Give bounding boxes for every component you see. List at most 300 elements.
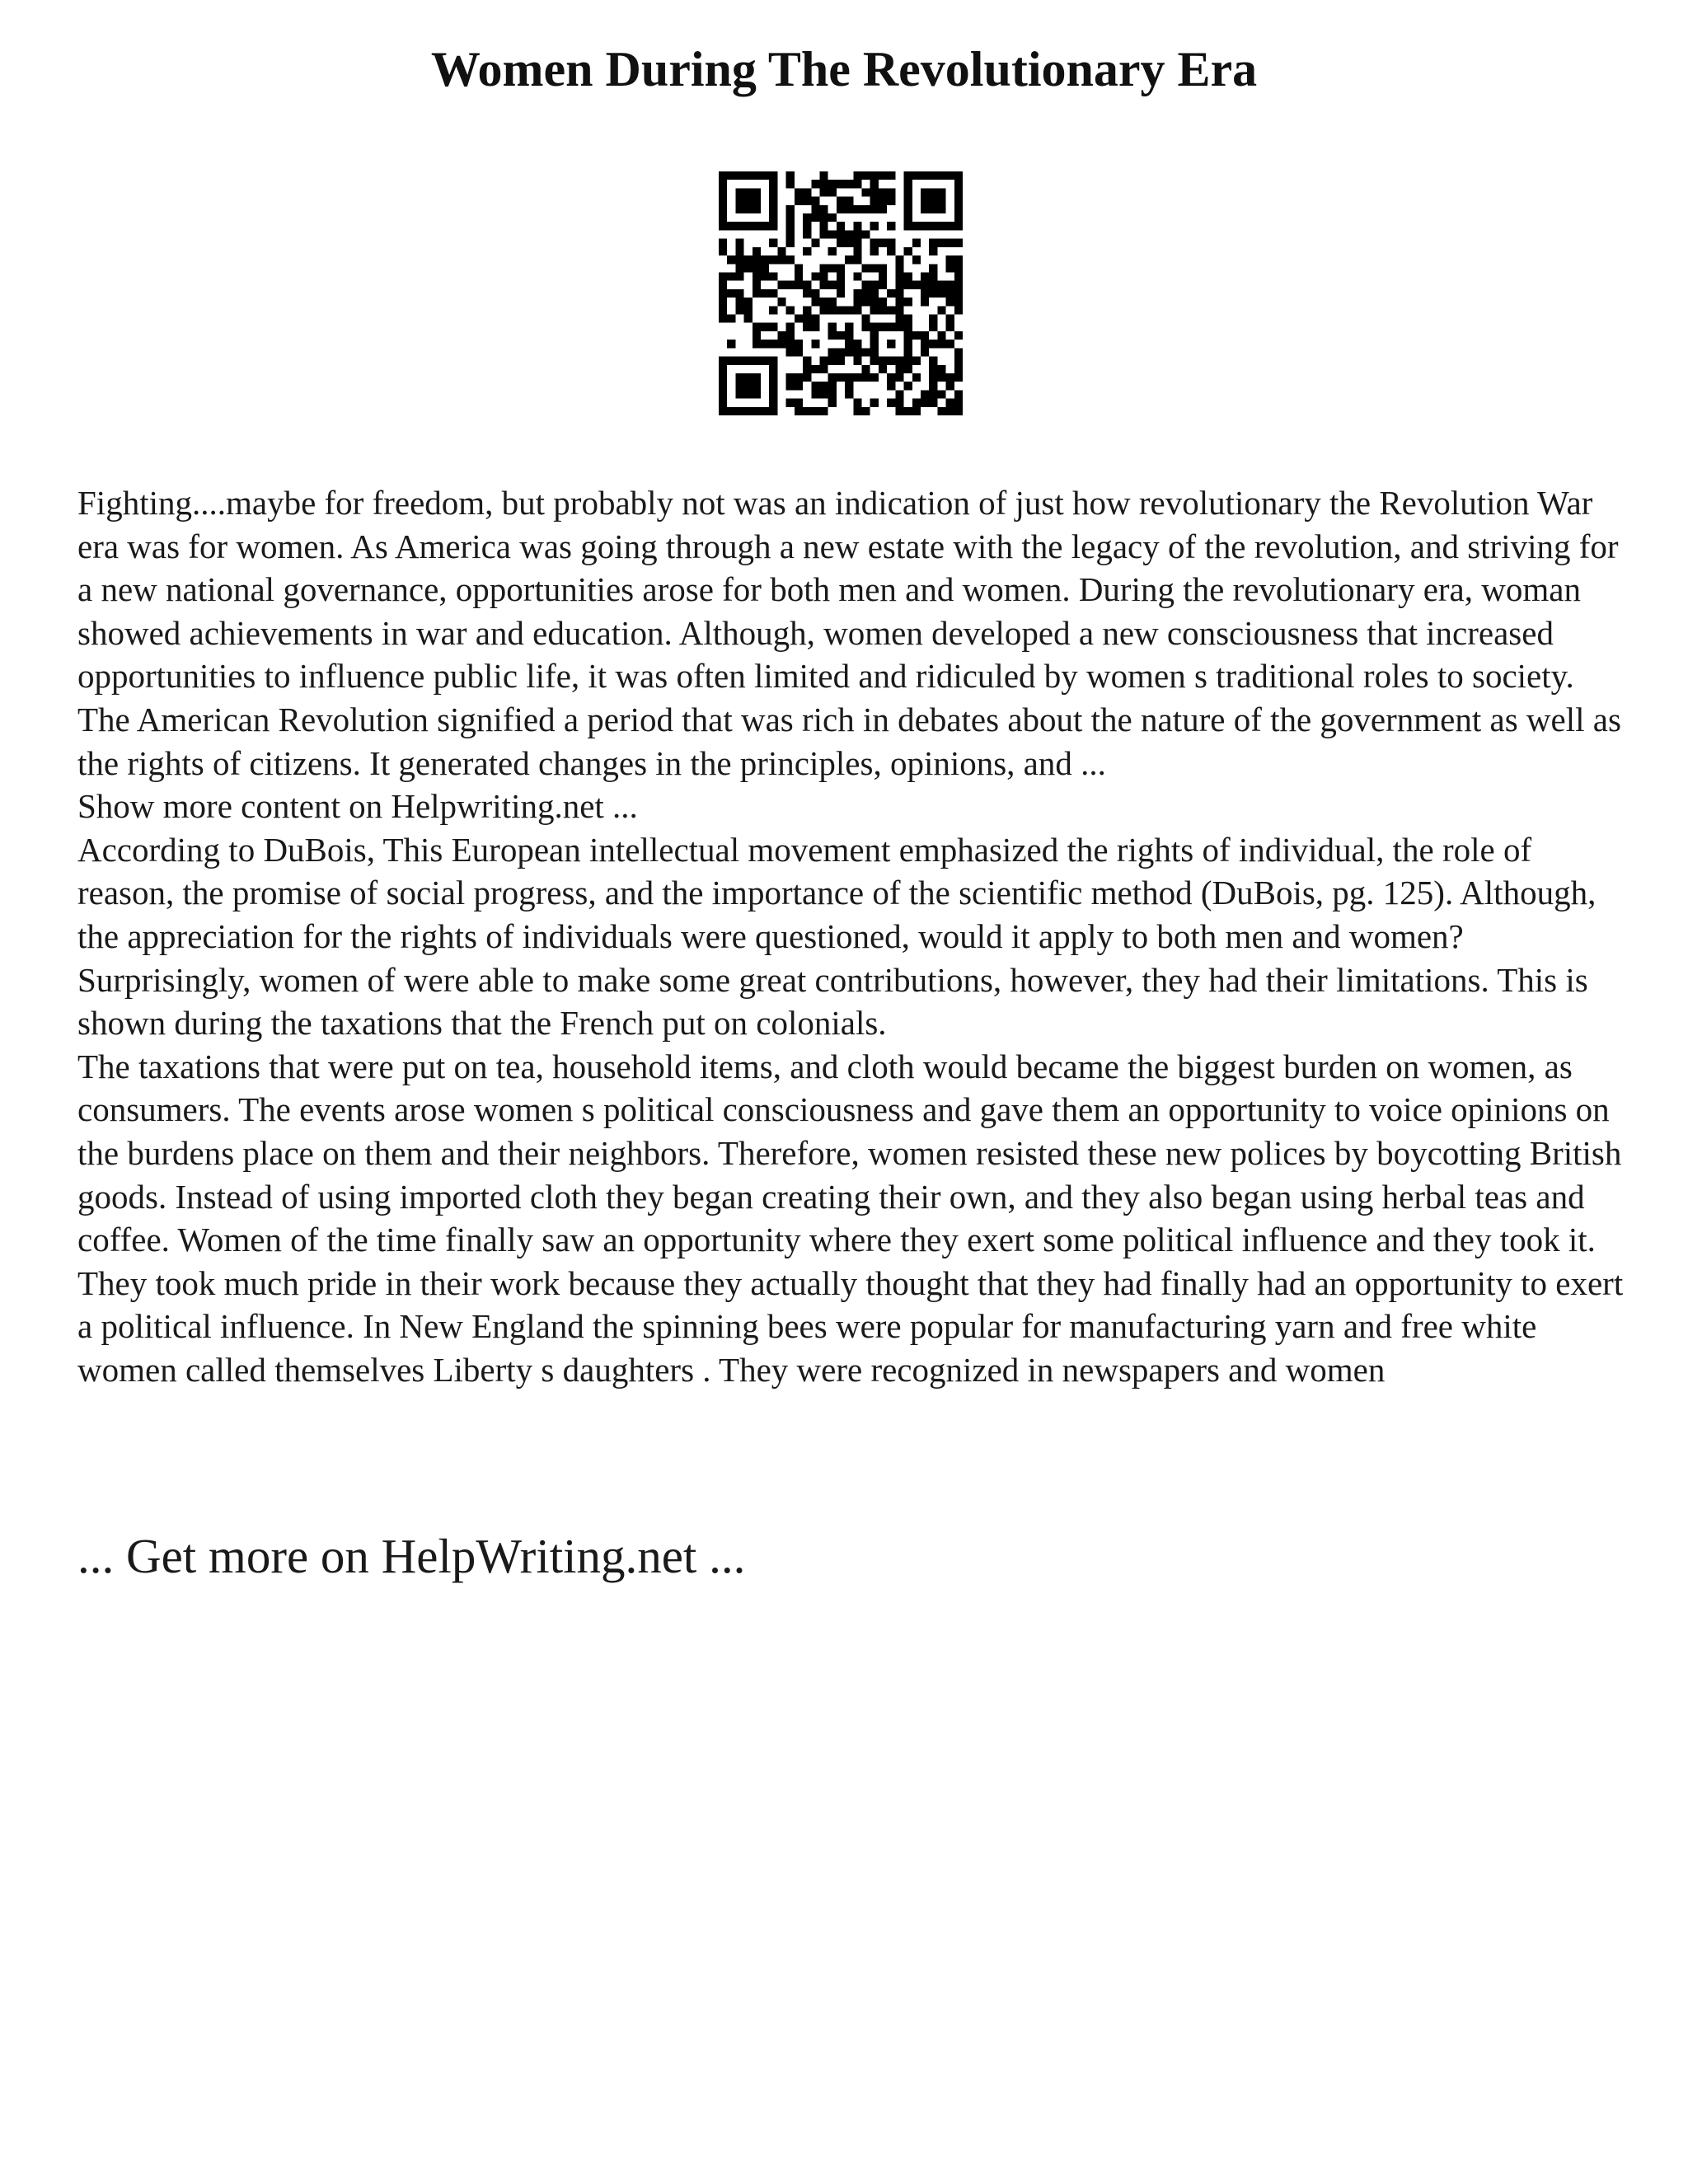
qr-module [870,247,879,255]
qr-module [879,365,887,373]
qr-module [862,289,870,298]
qr-module [912,331,921,340]
qr-module [887,382,895,390]
qr-module [845,348,853,356]
qr-module [929,247,937,255]
qr-module [895,255,903,264]
qr-module [946,298,954,306]
qr-module [803,357,811,365]
qr-code-graphic [719,171,963,415]
qr-module [921,348,929,356]
qr-module [904,382,912,390]
qr-module [853,407,861,415]
qr-module [719,306,727,314]
qr-module [837,357,845,365]
qr-module [912,399,921,407]
qr-module [895,264,903,272]
qr-module [837,230,845,238]
qr-module [870,399,879,407]
qr-module [937,289,945,298]
qr-module [828,298,837,306]
qr-module [777,298,785,306]
qr-module [862,298,870,306]
qr-module [761,272,769,280]
qr-module [753,373,761,382]
qr-module [837,289,845,298]
qr-module [954,213,963,222]
qr-module [853,357,861,365]
qr-module [795,315,803,323]
qr-module [769,323,777,331]
qr-module [862,373,870,382]
qr-module [719,315,727,323]
qr-module [895,390,903,398]
qr-module [761,340,769,348]
qr-module [845,239,853,247]
qr-module [744,188,753,196]
qr-module [870,348,879,356]
qr-module [735,272,743,280]
qr-module [937,171,945,180]
qr-module [819,365,828,373]
qr-module [853,180,861,188]
qr-module [862,407,870,415]
qr-module [954,348,963,356]
qr-module [929,399,937,407]
qr-module [719,365,727,373]
qr-module [753,205,761,213]
qr-module [769,390,777,398]
qr-module [761,407,769,415]
qr-module [803,188,811,196]
qr-module [929,390,937,398]
qr-module [735,407,743,415]
qr-module [921,197,929,205]
show-more-link[interactable]: Show more content on Helpwriting.net ... [77,787,638,826]
qr-module [853,205,861,213]
qr-module [828,306,837,314]
qr-module [753,390,761,398]
qr-module [904,357,912,365]
qr-module [870,205,879,213]
qr-module [921,188,929,196]
qr-module [862,264,870,272]
qr-module [887,188,895,196]
qr-module [786,373,795,382]
qr-module [937,407,945,415]
qr-module [786,281,795,289]
qr-module [929,222,937,230]
qr-module [719,298,727,306]
qr-module [904,197,912,205]
qr-module [870,180,879,188]
qr-module [929,323,937,331]
qr-module [753,407,761,415]
qr-module [828,323,837,331]
qr-module [719,399,727,407]
qr-module [937,222,945,230]
qr-module [803,281,811,289]
qr-module [912,407,921,415]
qr-module [895,272,903,280]
qr-module [761,264,769,272]
qr-module [811,323,819,331]
qr-module [887,357,895,365]
qr-module [769,365,777,373]
qr-module [837,222,845,230]
qr-module [862,365,870,373]
qr-module [719,390,727,398]
qr-module [954,239,963,247]
qr-module [753,255,761,264]
qr-module [946,264,954,272]
qr-module [912,222,921,230]
qr-module [786,340,795,348]
qr-module [761,323,769,331]
qr-module [879,171,887,180]
qr-module [828,382,837,390]
qr-module [786,348,795,356]
qr-module [719,281,727,289]
qr-module [921,205,929,213]
qr-module [904,340,912,348]
qr-module [937,306,945,314]
qr-module [853,239,861,247]
qr-module [879,306,887,314]
qr-module [946,382,954,390]
qr-module [853,222,861,230]
qr-module [845,230,853,238]
qr-module [904,188,912,196]
qr-module [719,197,727,205]
qr-module [803,407,811,415]
qr-module [727,171,735,180]
qr-module [954,365,963,373]
qr-module [937,188,945,196]
qr-module [937,205,945,213]
qr-module [735,255,743,264]
qr-module [954,272,963,280]
qr-module [769,289,777,298]
qr-module [946,315,954,323]
qr-module [735,264,743,272]
qr-module [870,298,879,306]
qr-module [769,382,777,390]
qr-module [786,180,795,188]
qr-module [769,180,777,188]
qr-module [921,390,929,398]
qr-module [946,407,954,415]
qr-module [744,390,753,398]
qr-module [845,255,853,264]
qr-module [870,188,879,196]
qr-module [786,213,795,222]
qr-module [837,348,845,356]
paragraph-dubois: According to DuBois, This European intellectual movement emphasized the rights of individual, the role of reason, the promise of social progress, and the importance of the scientific method (DuBois, pg. 125). Although, the appreciation for the rights of individuals were questioned, would it apply to both men and women? Surprisingly, women of were able to make some great contributions, however, they had their limitations. This is shown during the taxations that the French put on colonials. [77,830,1597,1043]
qr-module [769,272,777,280]
qr-module [803,213,811,222]
qr-module [769,205,777,213]
qr-module [904,315,912,323]
qr-module [727,407,735,415]
qr-module [837,373,845,382]
qr-module [753,281,761,289]
qr-module [853,373,861,382]
qr-module [819,264,828,272]
qr-module [887,247,895,255]
qr-module [795,348,803,356]
qr-module [803,222,811,230]
qr-module [744,264,753,272]
qr-module [753,289,761,298]
qr-module [819,222,828,230]
qr-module [744,382,753,390]
qr-module [929,205,937,213]
qr-module [819,188,828,196]
qr-module [744,407,753,415]
qr-module [803,373,811,382]
qr-module [786,399,795,407]
qr-module [735,205,743,213]
qr-module [870,373,879,382]
qr-module [946,281,954,289]
document-title: Women During The Revolutionary Era [430,42,1258,96]
qr-module [904,298,912,306]
qr-module [845,197,853,205]
qr-module [786,222,795,230]
qr-module [937,281,945,289]
qr-module [819,213,828,222]
qr-module [803,230,811,238]
qr-module [753,382,761,390]
qr-module [853,340,861,348]
qr-module [937,239,945,247]
qr-module [904,365,912,373]
qr-module [946,323,954,331]
qr-module [735,188,743,196]
qr-module [887,197,895,205]
qr-module [786,331,795,340]
qr-module [895,306,903,314]
qr-module [929,188,937,196]
qr-module [870,239,879,247]
qr-module [887,289,895,298]
qr-module [870,340,879,348]
qr-module [777,281,785,289]
qr-module [828,399,837,407]
qr-module [853,171,861,180]
qr-module [904,331,912,340]
qr-module [862,281,870,289]
qr-module [819,382,828,390]
qr-module [870,264,879,272]
qr-module [887,399,895,407]
qr-module [803,247,811,255]
qr-module [828,331,837,340]
qr-module [753,340,761,348]
qr-module [786,171,795,180]
qr-module [895,315,903,323]
qr-module [929,239,937,247]
qr-module [735,239,743,247]
qr-module [744,171,753,180]
qr-module [769,222,777,230]
qr-module [895,407,903,415]
qr-module [795,188,803,196]
qr-module [811,382,819,390]
qr-module [904,281,912,289]
qr-module [837,180,845,188]
qr-module [946,255,954,264]
qr-module [937,197,945,205]
qr-module [887,340,895,348]
qr-module [879,272,887,280]
qr-module [929,197,937,205]
qr-module [870,357,879,365]
qr-module [719,272,727,280]
qr-module [828,180,837,188]
qr-module [769,239,777,247]
qr-module [753,222,761,230]
qr-module [904,180,912,188]
qr-module [929,365,937,373]
qr-module [845,323,853,331]
qr-module [719,373,727,382]
qr-module [837,281,845,289]
qr-module [828,213,837,222]
qr-module [853,230,861,238]
qr-module [819,180,828,188]
qr-module [845,205,853,213]
qr-module [777,331,785,340]
qr-module [811,205,819,213]
qr-module [837,331,845,340]
qr-module [929,382,937,390]
qr-module [904,205,912,213]
qr-module [811,298,819,306]
qr-module [929,373,937,382]
qr-module [811,407,819,415]
qr-module [954,264,963,272]
qr-module [862,188,870,196]
qr-module [735,382,743,390]
qr-module [828,230,837,238]
paragraph-taxations: The taxations that were put on tea, household items, and cloth would became the biggest burden on women, as consumers. The events arose women s political consciousness and gave them an opportunity to voice opinions on the burdens place on them and their neighbors. Therefore, women resisted these new polices by boycotting British goods. Instead of using imported cloth they began creating their own, and they also began using herbal teas and coffee. Women of the time finally saw an opportunity where they exert some political influence and they took it. They took much pride in their work because they actually thought that they had finally had an opportunity to exert a political influence. In New England the spinning bees were popular for manufacturing yarn and free white women called themselves Liberty s daughters . They were recognized in newspapers and women [77,1047,1624,1389]
qr-module [744,205,753,213]
qr-module [912,357,921,365]
qr-module [795,399,803,407]
qr-module [803,315,811,323]
qr-module [946,171,954,180]
qr-module [795,407,803,415]
qr-module [803,197,811,205]
qr-module [828,188,837,196]
qr-module [735,222,743,230]
qr-module [870,289,879,298]
qr-module [904,247,912,255]
qr-module [727,315,735,323]
qr-module [819,272,828,280]
get-more-link[interactable]: ... Get more on HelpWriting.net ... [77,1529,746,1583]
qr-module [811,272,819,280]
qr-module [853,289,861,298]
qr-module [769,407,777,415]
qr-module [803,323,811,331]
qr-module [811,315,819,323]
qr-module [929,264,937,272]
qr-module [954,222,963,230]
qr-module [895,365,903,373]
qr-module [946,373,954,382]
qr-module [870,323,879,331]
qr-module [870,331,879,340]
qr-module [744,315,753,323]
qr-module [735,247,743,255]
qr-module [786,239,795,247]
qr-module [954,306,963,314]
qr-module [921,222,929,230]
qr-module [719,239,727,247]
qr-module [769,188,777,196]
qr-module [946,239,954,247]
qr-module [946,289,954,298]
qr-module [862,171,870,180]
qr-module [853,399,861,407]
qr-module [727,289,735,298]
qr-module [837,205,845,213]
qr-module [879,264,887,272]
qr-module [819,230,828,238]
qr-module [870,222,879,230]
qr-module [954,255,963,264]
qr-module [753,272,761,280]
qr-module [954,205,963,213]
qr-module [837,264,845,272]
qr-module [811,180,819,188]
qr-module [895,323,903,331]
qr-module [853,298,861,306]
qr-module [727,272,735,280]
qr-module [937,390,945,398]
qr-module [862,348,870,356]
qr-module [895,357,903,365]
qr-module [921,281,929,289]
qr-module [761,357,769,365]
qr-module [862,315,870,323]
qr-module [828,390,837,398]
qr-module [954,289,963,298]
qr-module [954,357,963,365]
qr-module [769,357,777,365]
qr-module [744,306,753,314]
qr-module [819,298,828,306]
qr-module [912,171,921,180]
qr-module [735,306,743,314]
qr-module [753,171,761,180]
qr-module [887,323,895,331]
qr-module [777,340,785,348]
qr-module [879,239,887,247]
qr-module [753,247,761,255]
qr-module [862,323,870,331]
qr-module [954,197,963,205]
qr-module [954,399,963,407]
qr-module [879,323,887,331]
qr-module [870,306,879,314]
qr-module [795,373,803,382]
qr-module [837,197,845,205]
qr-module [895,298,903,306]
